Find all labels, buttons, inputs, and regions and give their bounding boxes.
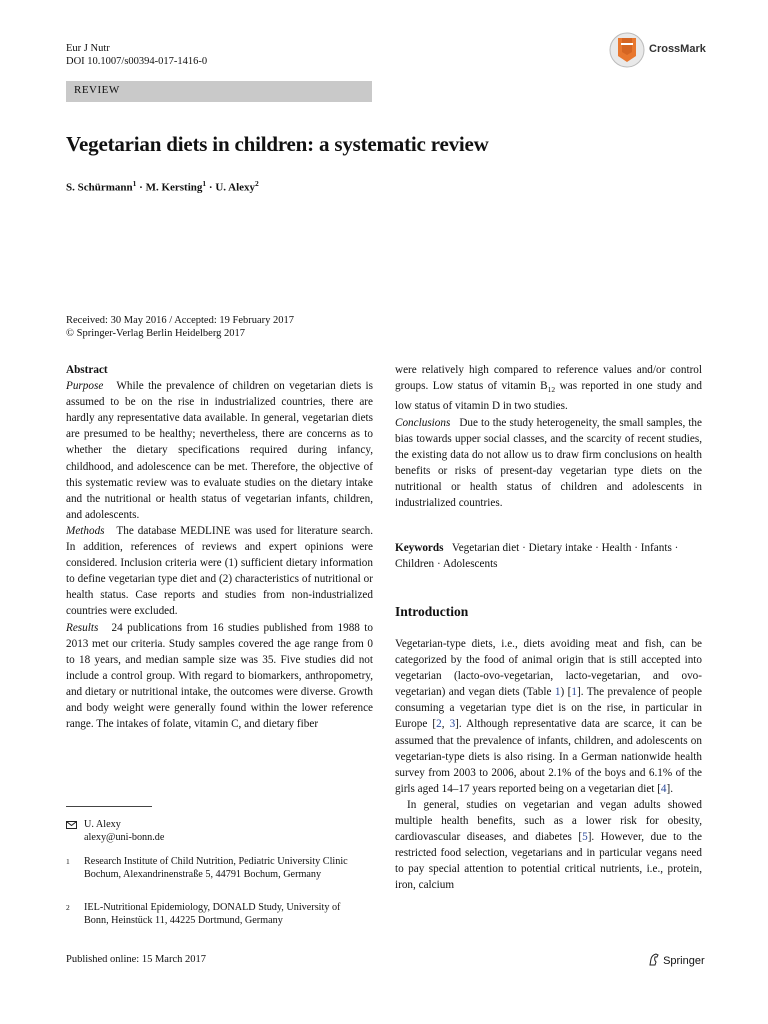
- abstract-results-continued: [395, 362, 702, 415]
- affiliation-text: Research Institute of Child Nutrition, Pediatric University Clinic Bochum, Alexandrinenstraße 5, 44791 Bochum, Germany: [84, 856, 348, 880]
- received-accepted: Received: 30 May 2016 / Accepted: 19 February 2017: [66, 315, 295, 326]
- abstract-left-column: [66, 362, 373, 732]
- purpose-label: Purpose: [66, 380, 104, 393]
- footnote-divider: [66, 806, 152, 807]
- article-title: Vegetarian diets in children: a systematic review: [66, 132, 489, 156]
- purpose-text: While the prevalence of children on vegetarian diets is assumed to be on the rise in industrialized countries, there are hardly any representative data available. In general, vegetarian diets are presumed to be healthy; nevertheless, there are concerns as to whether the dietary specifications required during infancy, childhood, and adolescence can be met. Therefore, the objective of this systematic review was to evaluate studies on the dietary intake and the nutritional or health status of vegetarian infants, children, and adolescents.: [66, 380, 373, 521]
- table-reference-link[interactable]: 1: [554, 686, 561, 699]
- author-list: [66, 179, 259, 194]
- article-dates: [66, 314, 294, 340]
- methods-text: The database MEDLINE was used for literature search. In addition, references of reviews and expert opinions were considered. Inclusion criteria were (1) sufficient dietary information to define vegetarian type diet and (2) characteristics of nutritional or health status. Case reports and studies from non-industrialized countries were excluded.: [66, 524, 373, 618]
- citation-link[interactable]: 3: [449, 718, 456, 731]
- springer-horse-icon: [648, 953, 660, 966]
- results-continued-text: were relatively high compared to reference values and/or control groups. Low status of vitamin B: [395, 364, 702, 393]
- results-label: Results: [66, 621, 99, 634]
- citation-link[interactable]: 5: [582, 831, 588, 844]
- author[interactable]: S. Schürmann: [66, 181, 133, 194]
- introduction-body: [395, 636, 702, 894]
- citation-link[interactable]: 2: [436, 718, 442, 731]
- publisher-name: Springer: [663, 955, 705, 967]
- correspondence: [66, 818, 164, 844]
- journal-name: Eur J Nutr: [66, 43, 110, 54]
- introduction-heading: Introduction: [395, 604, 469, 619]
- author-affiliation-mark: 2: [255, 179, 259, 188]
- abstract-right-column: [395, 362, 702, 511]
- crossmark-label: CrossMark: [649, 43, 706, 55]
- section-label: REVIEW: [74, 84, 120, 96]
- citation-link[interactable]: 4: [660, 782, 667, 795]
- author-affiliation-mark: 1: [202, 179, 207, 188]
- affiliation-number: 2: [66, 903, 70, 912]
- crossmark-badge[interactable]: [609, 30, 709, 70]
- intro-text: ].: [666, 782, 674, 795]
- journal-header: [66, 42, 207, 68]
- intro-text: ]. The prevalence of people consuming a vegetarian type diet is on the rise, in particular in Europe [: [395, 686, 703, 731]
- conclusions-label: Conclusions: [395, 416, 451, 429]
- section-label-bar: [66, 81, 372, 102]
- author-separator: ·: [206, 181, 216, 194]
- correspondence-email[interactable]: alexy@uni-bonn.de: [84, 832, 165, 843]
- affiliation: [66, 855, 356, 881]
- affiliation-number: 1: [66, 857, 70, 866]
- published-online: Published online: 15 March 2017: [66, 954, 206, 965]
- keywords-label: Keywords: [395, 542, 444, 554]
- author[interactable]: M. Kersting: [145, 181, 203, 194]
- intro-text: ) [: [560, 686, 572, 699]
- citation-link[interactable]: 1: [571, 686, 577, 699]
- author-separator: ·: [136, 181, 146, 194]
- intro-text: ,: [441, 718, 450, 731]
- introduction-paragraph: [395, 636, 702, 797]
- conclusions-text: Due to the study heterogeneity, the small samples, the bias towards upper social classes, and the scarcity of recent studies, the existing data do not allow us to draw firm conclusions on health benefits or risks of present-day vegetarian type diets on the nutritional or health status of children and adolescents in industrialized countries.: [395, 416, 702, 509]
- intro-text: In general, studies on vegetarian and vegan adults showed multiple health benefits, such as a lower risk for obesity, cardiovascular diseases, and diabetes [: [395, 798, 702, 844]
- abstract-conclusions: [395, 415, 702, 512]
- abstract-results: [66, 620, 373, 733]
- intro-text: ]. Although representative data are scarce, it can be assumed that the prevalence of infants, children, and adolescents on vegetarian-type diets is also rising. In a German nationwide health survey from 2003 to 2006, about 2.1% of the boys and 6.1% of the girls aged 14–17 years reported being on a vegetarian diet [: [395, 718, 702, 795]
- publisher-logo: [648, 953, 705, 967]
- doi[interactable]: DOI 10.1007/s00394-017-1416-0: [66, 56, 208, 67]
- abstract-methods: [66, 523, 373, 620]
- copyright: © Springer-Verlag Berlin Heidelberg 2017: [66, 328, 246, 339]
- methods-label: Methods: [66, 524, 105, 537]
- crossmark-icon: [609, 30, 645, 70]
- abstract-purpose: [66, 378, 373, 523]
- keywords: [395, 540, 702, 572]
- affiliation: [66, 901, 356, 927]
- correspondence-name: U. Alexy: [84, 819, 121, 830]
- author-affiliation-mark: 1: [132, 179, 137, 188]
- results-continued-text-end: was reported in one study and low status of vitamin D in two studies.: [395, 380, 703, 413]
- envelope-icon: [66, 821, 77, 829]
- intro-text: ]. However, due to the restricted food selection, vegetarians and in particular vegans need to pay special attention to potential critical nutrients, i.e., protein, iron, calcium: [395, 831, 702, 892]
- keywords-text: Vegetarian diet · Dietary intake · Health · Infants · Children · Adolescents: [395, 542, 679, 571]
- vitamin-subscript: 12: [547, 385, 556, 395]
- affiliation-text: IEL-Nutritional Epidemiology, DONALD Study, University of Bonn, Heinstück 11, 44225 Dortmund, Germany: [84, 902, 341, 926]
- abstract-heading: Abstract: [66, 364, 108, 376]
- introduction-paragraph: [395, 797, 702, 894]
- author[interactable]: U. Alexy: [215, 181, 256, 194]
- intro-text: Vegetarian-type diets, i.e., diets avoiding meat and fish, can be categorized by the food of animal origin that is still accepted into vegetarian (lacto-ovo-vegetarian, lacto-vegetarian, and ovo-vegetarian) and vegan diets (Table: [395, 638, 702, 699]
- results-text: 24 publications from 16 studies published from 1988 to 2013 met our criteria. Study samples covered the age range from 0 to 18 years, and median sample size was 35. Five studies did not include a control group. With regard to biomarkers, anthropometry, and dietary or nutritional intake, the outcomes were diverse. Growth and body weight were generally found within the lower reference range. The intakes of folate, vitamin C, and dietary fiber: [66, 621, 373, 731]
